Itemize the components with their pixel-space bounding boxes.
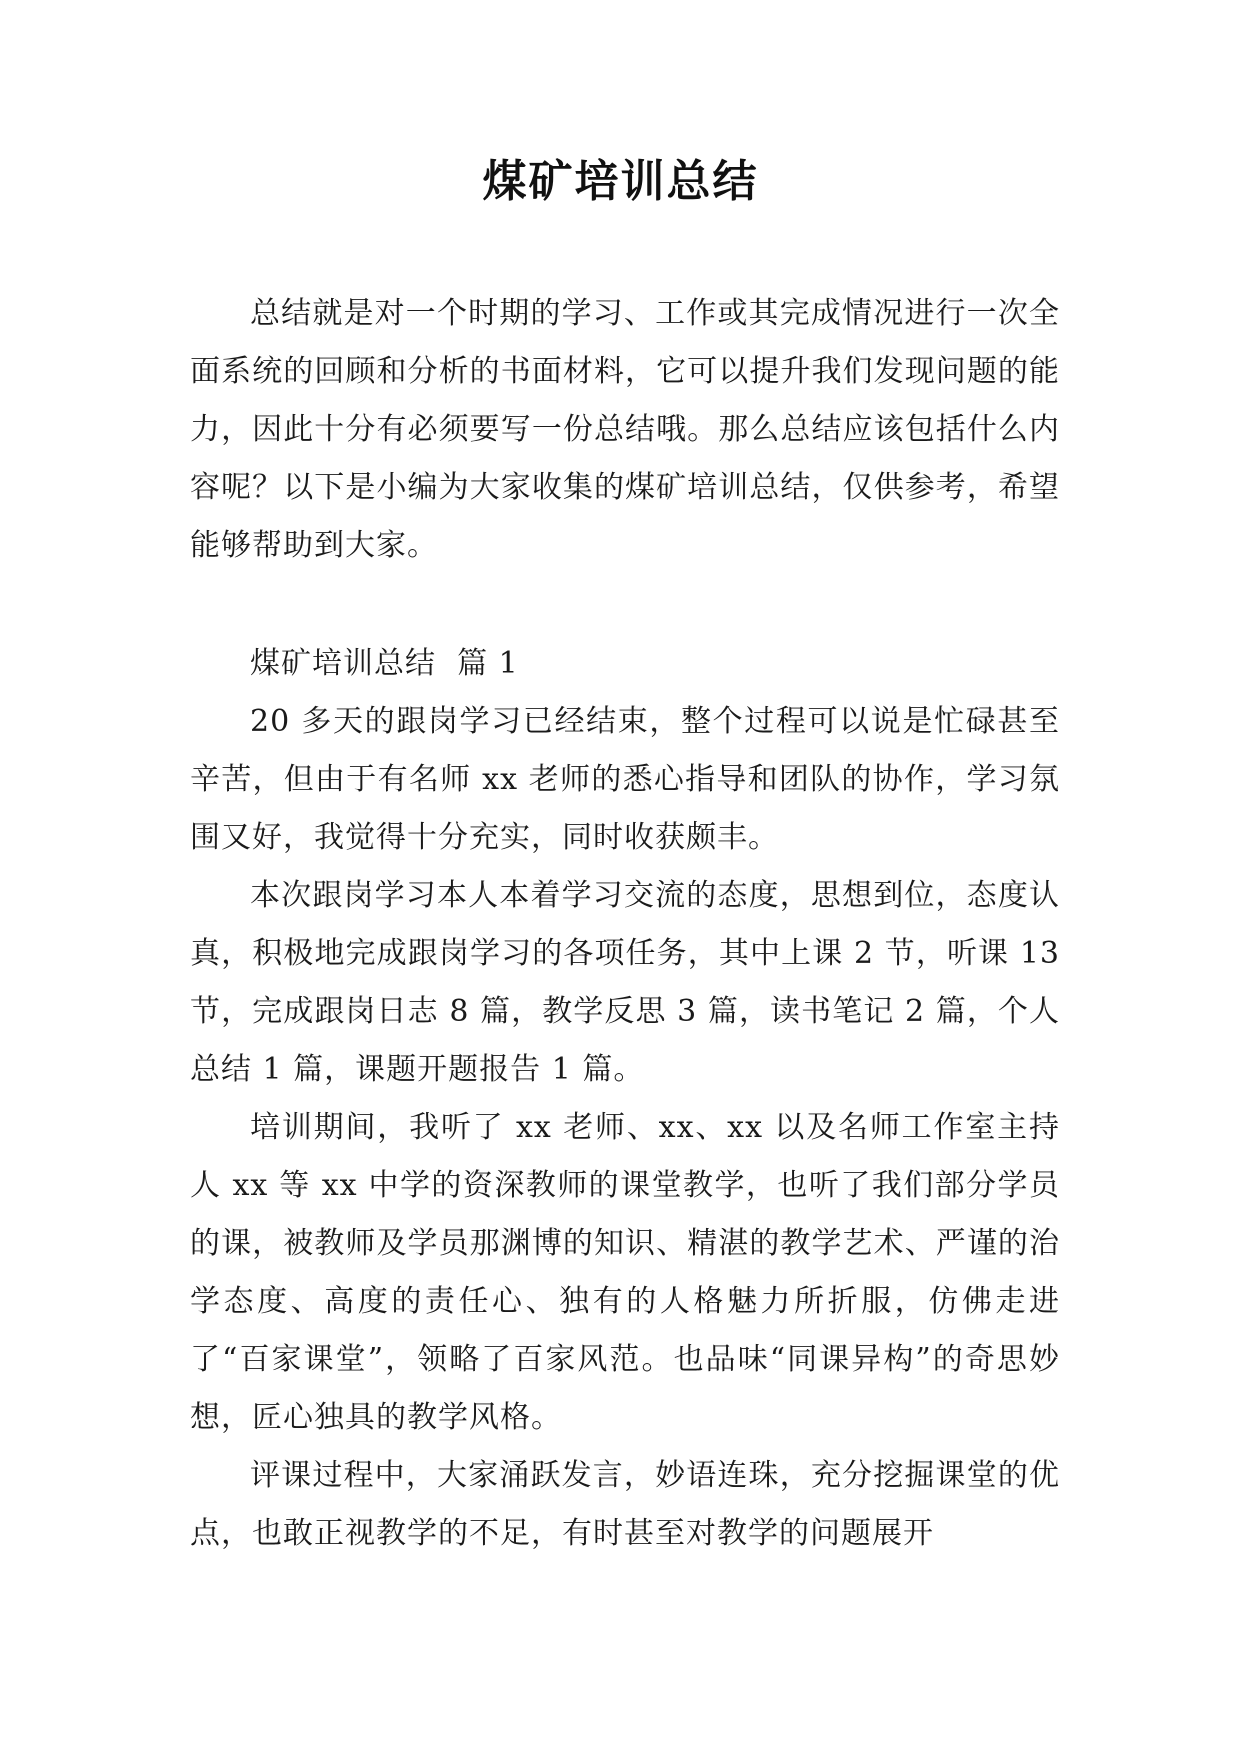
section-heading: 煤矿培训总结 篇 1: [250, 646, 519, 681]
document-body: [190, 285, 1060, 1563]
body-paragraph-4: 评课过程中，大家涌跃发言，妙语连珠，充分挖掘课堂的优点，也敢正视教学的不足，有时甚至对教学的问题展开: [190, 1458, 1060, 1551]
body-paragraph-3: 培训期间，我听了 xx 老师、xx、xx 以及名师工作室主持人 xx 等 xx 中学的资深教师的课堂教学，也听了我们部分学员的课，被教师及学员那渊博的知识、精湛的教学艺术、严谨的治学态度、高度的责任心、独有的人格魅力所折服，仿佛走进了“百家课堂”，领略了百家风范。也品味“同课异构”的奇思妙想，匠心独具的教学风格。: [190, 1110, 1060, 1435]
document-title: 煤矿培训总结: [482, 156, 759, 207]
intro-paragraph: 总结就是对一个时期的学习、工作或其完成情况进行一次全面系统的回顾和分析的书面材料，它可以提升我们发现问题的能力，因此十分有必须要写一份总结哦。那么总结应该包括什么内容呢？以下是小编为大家收集的煤矿培训总结，仅供参考，希望能够帮助到大家。: [190, 296, 1060, 563]
body-paragraph-2: 本次跟岗学习本人本着学习交流的态度，思想到位，态度认真，积极地完成跟岗学习的各项任务，其中上课 2 节，听课 13 节，完成跟岗日志 8 篇，教学反思 3 篇，读书笔记 2 篇，个人总结 1 篇，课题开题报告 1 篇。: [190, 878, 1060, 1087]
body-paragraph-1: 20 多天的跟岗学习已经结束，整个过程可以说是忙碌甚至辛苦，但由于有名师 xx 老师的悉心指导和团队的协作，学习氛围又好，我觉得十分充实，同时收获颇丰。: [190, 704, 1060, 855]
